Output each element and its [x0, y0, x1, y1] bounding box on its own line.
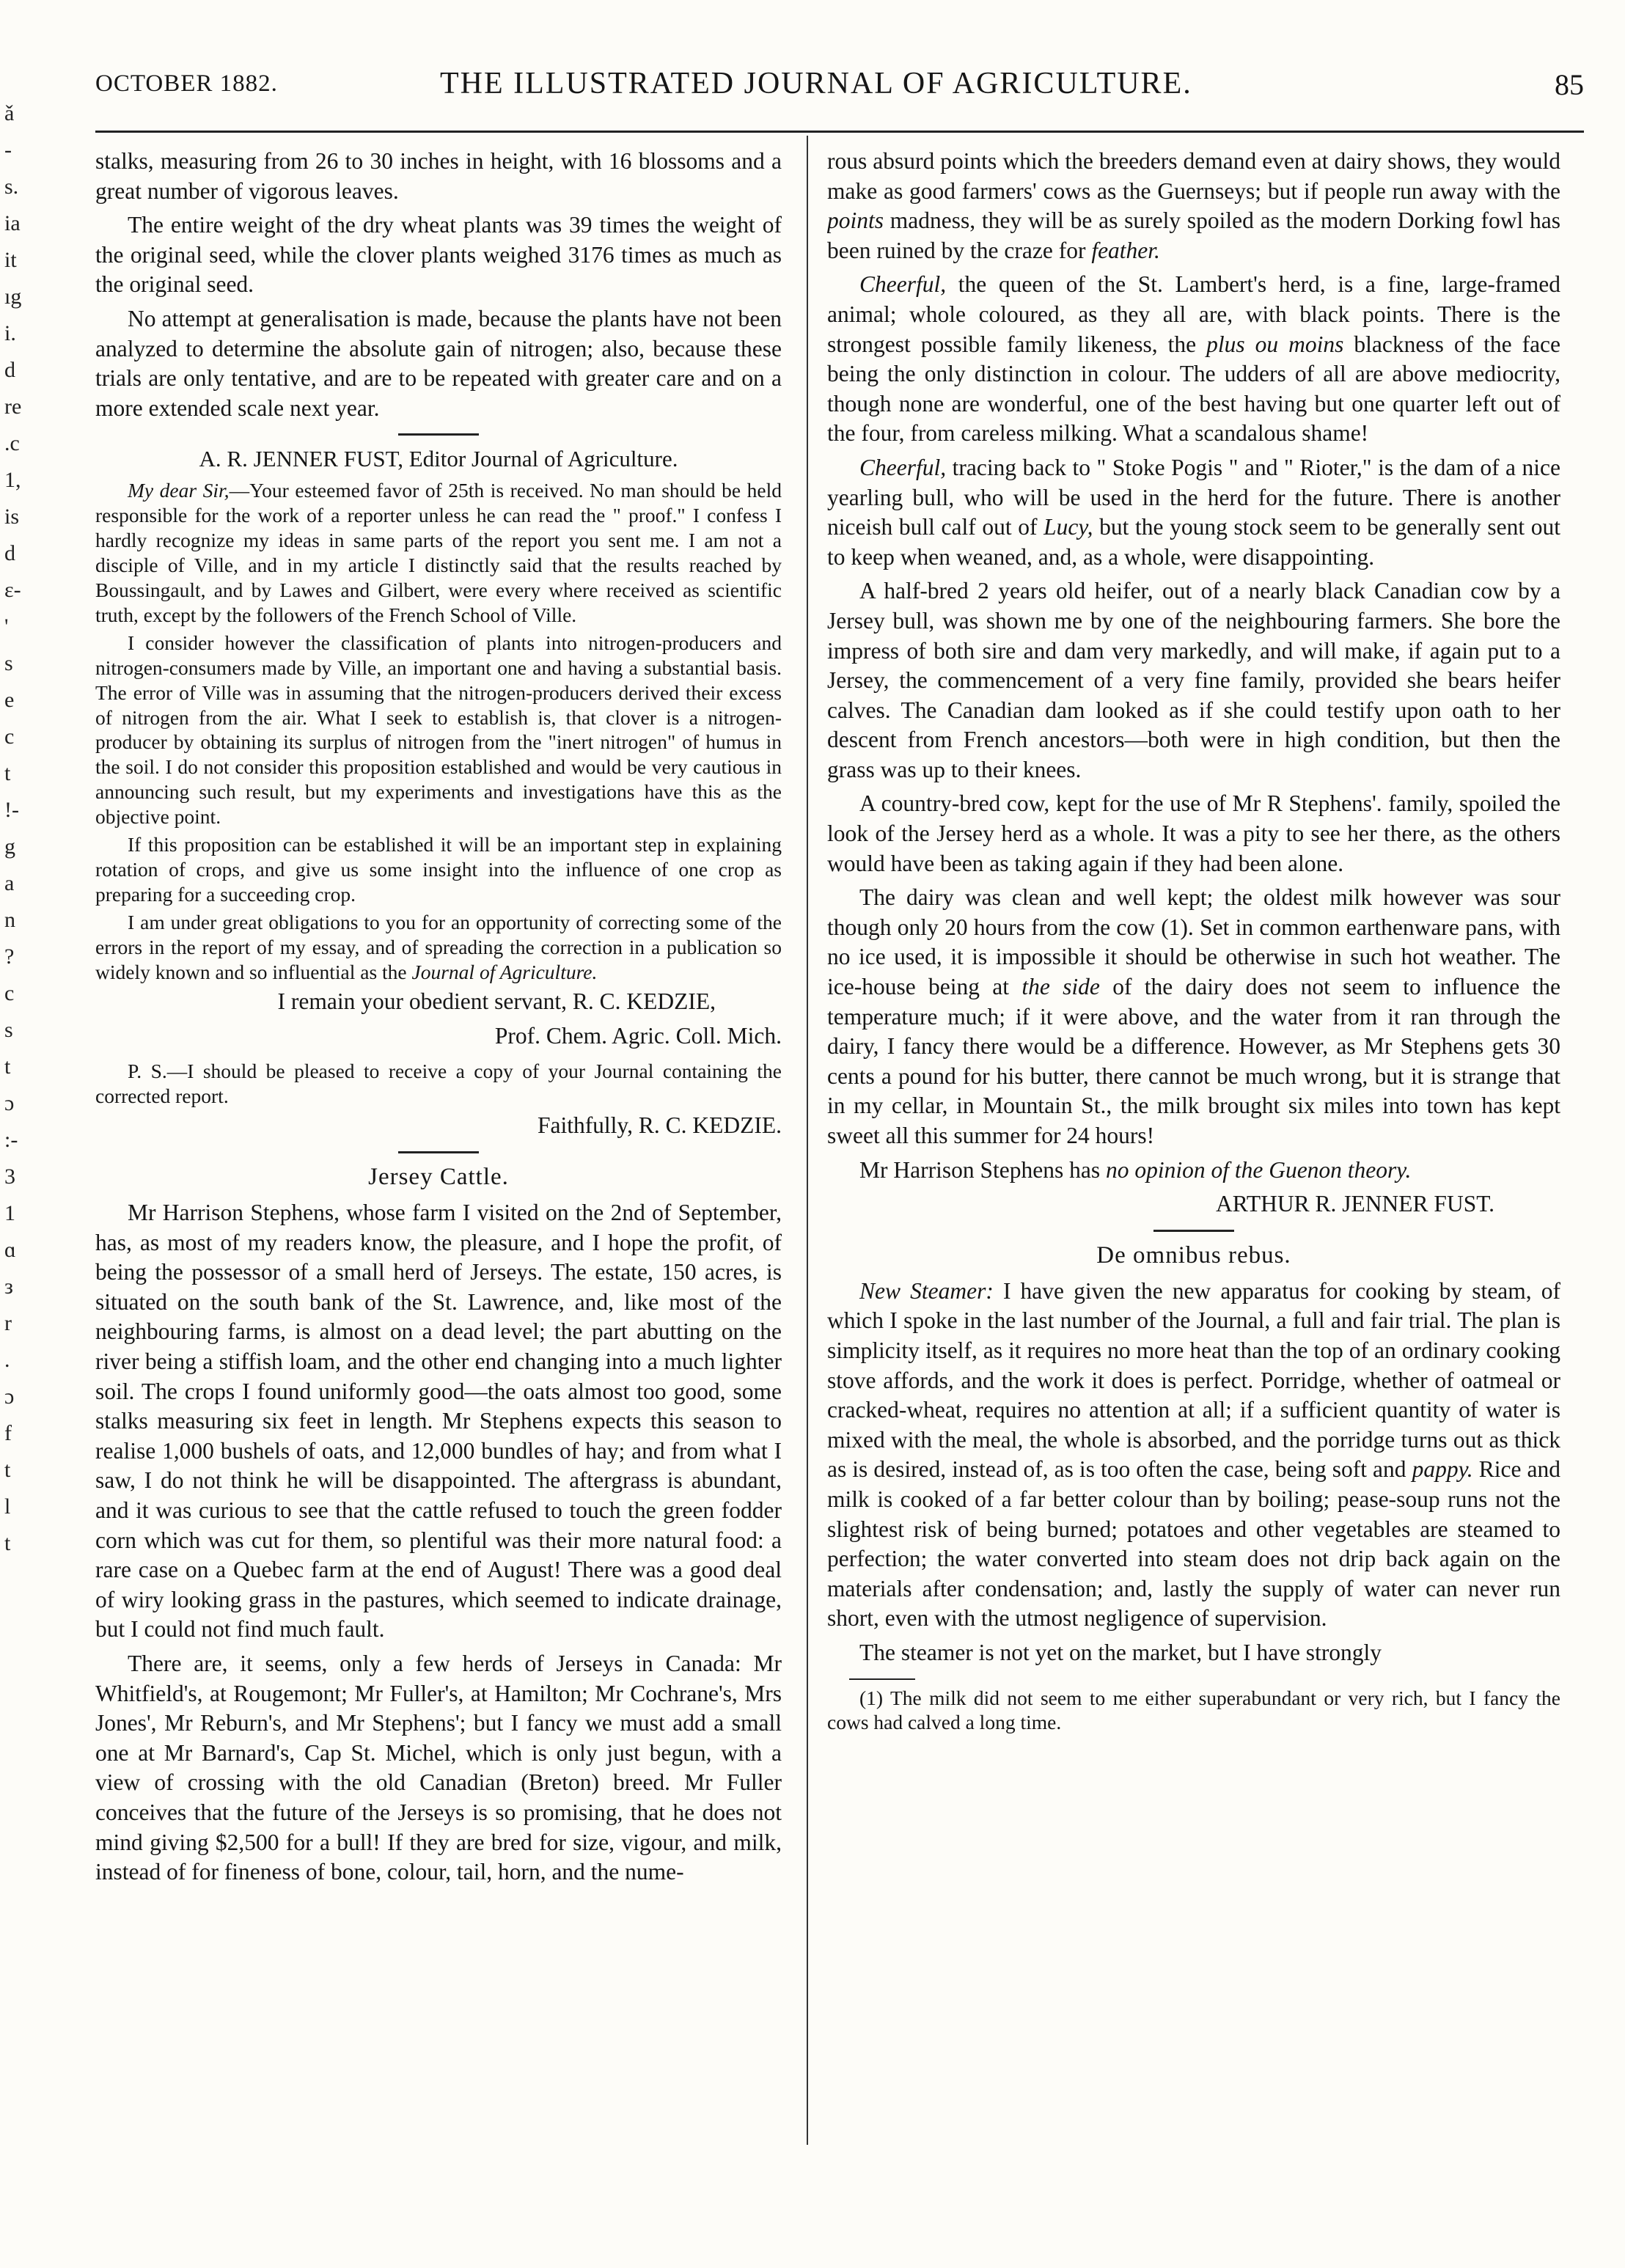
- fragment: 1,: [4, 468, 21, 492]
- letter-closing: I remain your obedient servant, R. C. KEDZIE,: [277, 988, 716, 1015]
- paragraph: [827, 883, 1560, 1150]
- section-rule: [398, 433, 479, 436]
- fragment: t: [4, 761, 11, 785]
- fragment: !-: [4, 798, 19, 822]
- paragraph: A half-bred 2 years old heifer, out of a nearly black Canadian cow by a Jersey bull, was shown me by one of the neighbouring farmers. She bore the impress of both sire and dam very markedly, and will make, if again put to a Jersey, the commencement of a very fine family, provided she bears heifer calves. The Canadian dam looked as if she could testify upon oath to her descent from French ancestors—both were in high condition, but then the grass was up to their knees.: [827, 578, 1560, 782]
- fragment: з: [4, 1274, 13, 1299]
- fragment: d: [4, 358, 15, 382]
- text: of the dairy does not seem to influence the temperature much; if it were above, and the water from it ran through the dairy, I fancy there would be a difference. However, as Mr Stephens gets 30 cents a pound for his butter, there cannot be much wrong, but it is strange that in my cellar, in Mountain St., the milk brought six miles into town has kept sweet all this summer for 24 hours!: [827, 974, 1560, 1148]
- paragraph: [827, 270, 1560, 449]
- text: Mr Harrison Stephens has: [859, 1156, 1101, 1183]
- fragment: ɔ: [4, 1384, 15, 1409]
- article-title: Jersey Cattle.: [368, 1164, 509, 1191]
- text: The dairy was clean and well kept; the oldest milk however was sour though only 20 hours from the cow (1). Set in common earthenware pans, with no ice used, it is impossible it should be otherwise in such hot weather. The ice-house being at: [827, 884, 1560, 1000]
- article-signature: ARTHUR R. JENNER FUST.: [1216, 1191, 1494, 1217]
- salutation: My dear Sir,: [128, 479, 230, 502]
- paragraph: stalks, measuring from 26 to 30 inches in height, with 16 blossoms and a great number of vigorous leaves.: [95, 148, 782, 204]
- emphasis: the side: [1021, 974, 1100, 1000]
- fragment: a: [4, 871, 15, 895]
- text: tracing back to " Stoke Pogis " and " Rioter," is the dam of a nice yearling bull, who will be used in the herd for the future. There is another niceish bull calf out of: [827, 454, 1560, 540]
- fragment: .c: [4, 431, 20, 455]
- text: rous absurd points which the breeders demand even at dairy shows, they would make as good farmers' cows as the Guernseys; but if people run away with the: [827, 148, 1560, 204]
- fragment: i.: [4, 321, 16, 345]
- fragment: s: [4, 651, 13, 675]
- fragment: s.: [4, 175, 19, 199]
- cow-name: Lucy,: [1043, 514, 1093, 540]
- fragment: ǎ: [4, 101, 15, 125]
- section-rule: [398, 1151, 479, 1153]
- fragment: ia: [4, 211, 21, 235]
- text: but the young stock seem to be generally sent out to keep when weaned, and, as a whole, were disappointing.: [827, 514, 1560, 570]
- running-header: [95, 66, 1584, 110]
- paragraph: [827, 1277, 1560, 1634]
- text: I have given the new apparatus for cooking by steam, of which I spoke in the last number of the Journal, a full and fair trial. The plan is simplicity itself, as it requires no more heat than the top of an ordinary cooking stove affords, and the work it does is perfect. Porridge, whether of oatmeal or cracked-wheat, requires no attention at all; if a sufficient quantity of water is mixed with the meal, the whole is absorbed, and the porridge turns out as thick as is desired, instead of, as is too often the case, being soft and: [827, 1277, 1560, 1483]
- postscript: P. S.—I should be pleased to receive a copy of your Journal containing the corrected report.: [95, 1059, 782, 1107]
- letter-paragraph: [95, 478, 782, 627]
- emphasis: feather.: [1091, 237, 1160, 263]
- journal-name: Journal of Agriculture.: [411, 960, 598, 983]
- fragment: e: [4, 688, 15, 712]
- paragraph: A country-bred cow, kept for the use of Mr R Stephens'. family, spoiled the look of the Jersey herd as a whole. It was a pity to see her there, as the others would have been as taking again if they had been alone.: [827, 790, 1560, 876]
- fragment: g: [4, 834, 15, 859]
- text: Rice and milk is cooked of a far better colour than by boiling; pease-soup runs not the slightest risk of being burned; potatoes and other vegetables are steamed to perfection; the water converted into steam does not drip back again on the materials after condensation; and, lastly the supply of water can never run short, even with the utmost negligence of supervision.: [827, 1456, 1560, 1632]
- column-divider: [807, 136, 808, 2145]
- fragment: ɛ-: [4, 578, 21, 602]
- paragraph: The entire weight of the dry wheat plants was 39 times the weight of the original seed, while the clover plants weighed 3176 times as much as the original seed.: [95, 212, 782, 298]
- fragment: s: [4, 1018, 13, 1042]
- footnote: (1) The milk did not seem to me either superabundant or very rich, but I fancy the cows had calved a long time.: [827, 1686, 1560, 1734]
- page-number: 85: [1555, 68, 1584, 101]
- emphasis: plus ou moins: [1206, 331, 1344, 357]
- paragraph: The steamer is not yet on the market, but I have strongly: [859, 1639, 1382, 1665]
- item-label: New Steamer:: [859, 1277, 994, 1304]
- emphasis: no opinion of the Guenon theory.: [1105, 1156, 1412, 1183]
- fragment: c: [4, 724, 15, 749]
- footnote-rule: [849, 1678, 915, 1680]
- fragment: 1: [4, 1201, 15, 1225]
- emphasis: pappy.: [1412, 1456, 1473, 1483]
- header-rule: [95, 131, 1584, 133]
- letter-text: —Your esteemed favor of 25th is received. No man should be held responsible for the work of a reporter unless he can read the " proof." I confess I hardly recognize my ideas in same parts of the report you sent me. I am not a disciple of Ville, and in my article I distinctly said that the results reached by Boussingault, and by Lawes and Gilbert, were every where received as scientific truth, except by the followers of the French School of Ville.: [95, 479, 782, 626]
- letter-paragraph: I consider however the classification of plants into nitrogen-producers and nitrogen-consumers made by Ville, an important one and having a substantial basis. The error of Ville was in assuming that the nitrogen-producers derived their excess of nitrogen from the air. What I seek to establish is, that clover is a nitrogen-producer by obtaining its surplus of nitrogen from the "inert nitrogen" of humus in the soil. I do not consider this proposition established and would be very cautious in announcing such result, but my experiments and investigations have this as the objective point.: [95, 631, 782, 829]
- letter-paragraph: If this proposition can be established it will be an important step in explaining rotation of crops, and give us some insight into the influence of one crop as preparing for a succeeding crop.: [95, 833, 782, 906]
- fragment: is: [4, 504, 20, 529]
- cow-name: Cheerful,: [859, 271, 947, 298]
- fragment: ': [4, 614, 9, 639]
- text: the queen of the St. Lambert's herd, is a fine, large-framed animal; whole coloured, as they all are, with black points. There is the strongest possible family likeness, the: [827, 271, 1560, 357]
- letter-address: A. R. JENNER FUST, Editor Journal of Agriculture.: [199, 446, 678, 472]
- left-column: [95, 147, 782, 2200]
- letter-text: I am under great obligations to you for an opportunity of correcting some of the errors in the report of my essay, and of spreading the correction in a publication so widely known and so influential as the: [95, 910, 782, 983]
- paragraph: There are, it seems, only a few herds of Jerseys in Canada: Mr Whitfield's, at Rougemont; Mr Fuller's, at Hamilton; Mr Cochrane's, Mrs Jones', Mr Reburn's, and Mr Stephens'; but I fancy we must add a small one at Mr Barnard's, Cap St. Michel, which is only just begun, with a view of crossing with the old Canadian (Breton) breed. Mr Fuller conceives that the future of the Jerseys is so promising, that he does not mind giving $2,500 for a bull! If they are bred for size, vigour, and milk, instead of for fineness of bone, colour, tail, horn, and the nume-: [95, 1650, 782, 1885]
- fragment: t: [4, 1458, 11, 1482]
- fragment: ?: [4, 944, 15, 969]
- journal-title: THE ILLUSTRATED JOURNAL OF AGRICULTURE.: [440, 67, 1192, 100]
- section-rule: [1153, 1230, 1234, 1232]
- fragment: it: [4, 248, 17, 272]
- text: blackness of the face being the only distinction in colour. The udders of all are above mediocrity, though none are wonderful, one of the best having but one quarter left out of the four, from careless milking. What a scandalous shame!: [827, 331, 1560, 447]
- emphasis: points: [827, 208, 884, 234]
- fragment: n: [4, 908, 15, 932]
- text: madness, they will be as surely spoiled as the modern Dorking fowl has been ruined by the craze for: [827, 208, 1560, 263]
- fragment: f: [4, 1421, 12, 1445]
- issue-date: OCTOBER 1882.: [95, 70, 278, 97]
- fragment: -: [4, 138, 12, 162]
- right-column: [827, 147, 1560, 2236]
- fragment: l: [4, 1494, 11, 1519]
- fragment: re: [4, 394, 22, 419]
- fragment: ɑ: [4, 1238, 16, 1262]
- fragment: d: [4, 541, 15, 565]
- article-title: De omnibus rebus.: [1096, 1241, 1291, 1269]
- adjacent-page-margin-fragments: [4, 95, 37, 1562]
- paragraph: [827, 147, 1560, 265]
- fragment: :-: [4, 1128, 18, 1152]
- letter-signature-title: Prof. Chem. Agric. Coll. Mich.: [494, 1023, 782, 1049]
- fragment: ɔ: [4, 1091, 15, 1115]
- fragment: 3: [4, 1164, 15, 1189]
- fragment: r: [4, 1311, 12, 1335]
- cow-name: Cheerful,: [859, 454, 947, 480]
- postscript-signature: Faithfully, R. C. KEDZIE.: [537, 1112, 782, 1139]
- fragment: ıg: [4, 285, 22, 309]
- paragraph: No attempt at generalisation is made, because the plants have not been analyzed to determine the absolute gain of nitrogen; also, because these trials are only tentative, and are to be repeated with greater care and on a more extended scale next year.: [95, 305, 782, 421]
- paragraph: Mr Harrison Stephens, whose farm I visited on the 2nd of September, has, as most of my readers know, the pleasure, and I hope the profit, of being the possessor of a small herd of Jerseys. The estate, 150 acres, is situated on the south bank of the St. Lawrence, and, like most of the neighbouring farms, is almost on a dead level; the part abutting on the river being a stiffish loam, and the other end changing into a much lighter soil. The crops I found uniformly good—the oats almost too good, some stalks measuring six feet in length. Mr Stephens expects this season to realise 1,000 bushels of oats, and 12,000 bundles of hay; and from what I saw, I do not think he will be disappointed. The aftergrass is abundant, and it was curious to see that the cattle refused to touch the green fodder corn which was cut for them, so plentiful was their more natural food: a rare case on a Quebec farm at the end of August! There was a good deal of wiry looking grass in the pastures, which seemed to indicate drainage, but I could not find much fault.: [95, 1200, 782, 1643]
- fragment: .: [4, 1348, 10, 1372]
- fragment: t: [4, 1531, 11, 1555]
- fragment: c: [4, 981, 15, 1005]
- letter-paragraph: [95, 910, 782, 985]
- fragment: t: [4, 1054, 11, 1079]
- paragraph: [827, 453, 1560, 572]
- paragraph: [827, 1156, 1560, 1186]
